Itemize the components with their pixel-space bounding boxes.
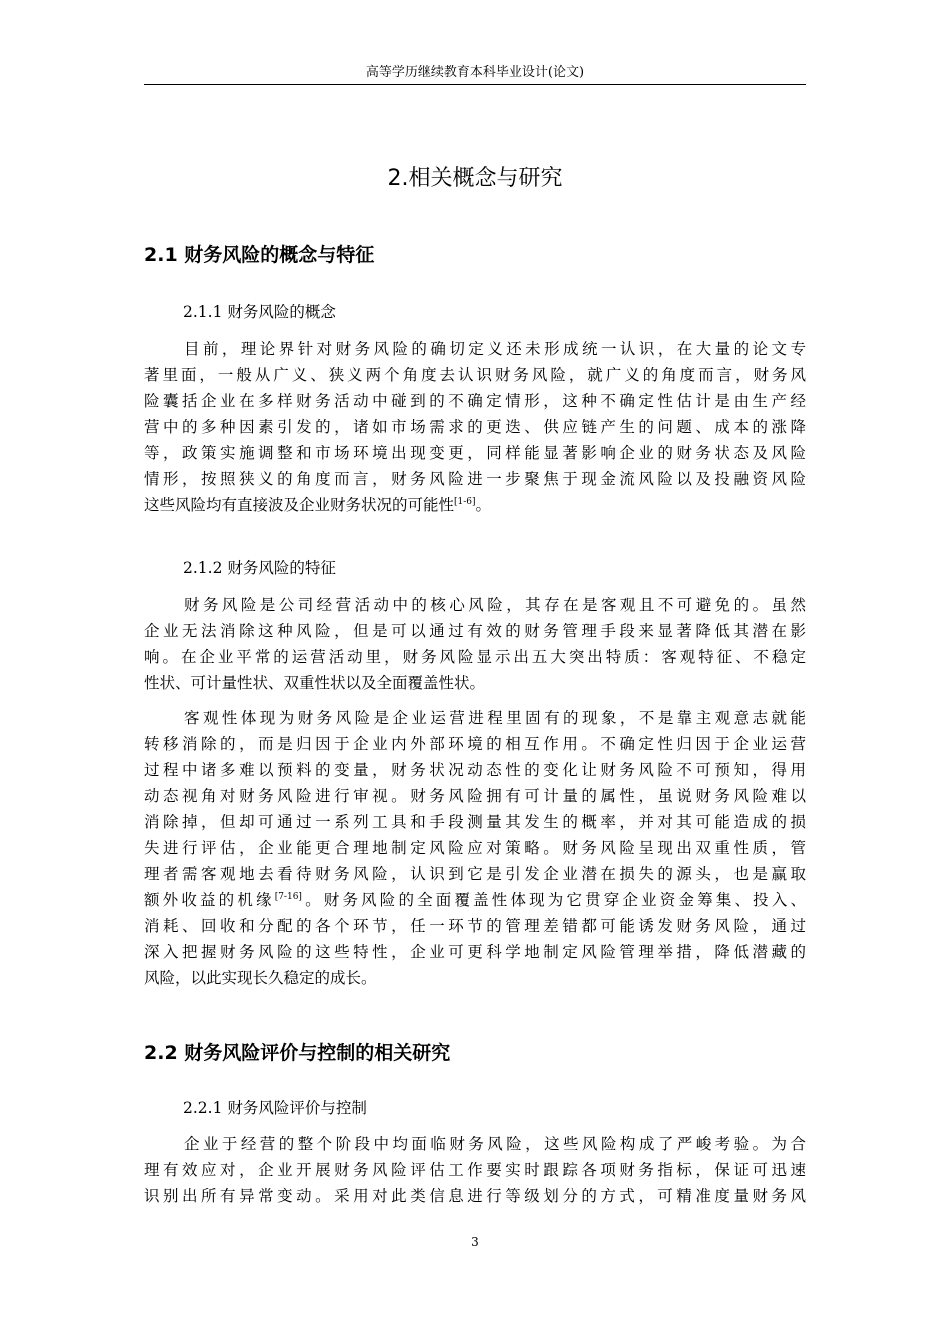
text-fragment: 这些风险均有直接波及企业财务状况的可能性 — [144, 496, 455, 514]
subsection-heading-2-1-2: 2.1.2 财务风险的特征 — [183, 559, 336, 577]
citation-ref: [7-16] — [274, 891, 302, 902]
text-line: 客观性体现为财务风险是企业运营进程里固有的现象，不是靠主观意志就能 — [184, 709, 806, 727]
text-line: 等，政策实施调整和市场环境出现变更，同样能显著影响企业的财务状态及风险 — [144, 444, 806, 462]
citation-ref: [1-6] — [454, 496, 476, 507]
text-line: 企业无法消除这种风险，但是可以通过有效的财务管理手段来显著降低其潜在影 — [144, 622, 806, 640]
paragraph-financial-risk-concept — [144, 336, 806, 518]
text-line: 目前，理论界针对财务风险的确切定义还未形成统一认识，在大量的论文专 — [184, 340, 806, 358]
text-fragment: 额外收益的机缘 — [144, 891, 275, 909]
subsection-heading-2-2-1: 2.2.1 财务风险评价与控制 — [183, 1099, 367, 1117]
text-line: 理有效应对，企业开展财务风险评估工作要实时跟踪各项财务指标，保证可迅速 — [144, 1161, 806, 1179]
text-line: 响。在企业平常的运营活动里，财务风险显示出五大突出特质：客观特征、不稳定 — [144, 648, 806, 666]
paragraph-financial-risk-features — [144, 592, 806, 696]
text-fragment: 。 — [475, 496, 492, 514]
chapter-title: 2.相关概念与研究 — [387, 166, 563, 191]
page-header: 高等学历继续教育本科毕业设计(论文) — [144, 62, 806, 85]
text-line: 险囊括企业在多样财务活动中碰到的不确定情形，这种不确定性估计是由生产经 — [144, 392, 806, 410]
section-heading-2-1: 2.1 财务风险的概念与特征 — [144, 244, 375, 266]
text-line — [144, 887, 806, 913]
text-line: 过程中诸多难以预料的变量，财务状况动态性的变化让财务风险不可预知，得用 — [144, 761, 806, 779]
text-line: 财务风险是公司经营活动中的核心风险，其存在是客观且不可避免的。虽然 — [184, 596, 806, 614]
paragraph-risk-evaluation — [144, 1131, 806, 1209]
text-line: 深入把握财务风险的这些特性，企业可更科学地制定风险管理举措，降低潜藏的 — [144, 943, 806, 961]
text-fragment: 。财务风险的全面覆盖性体现为它贯穿企业资金筹集、投入、 — [301, 891, 806, 909]
text-line: 失进行评估，企业能更合理地制定风险应对策略。财务风险呈现出双重性质，管 — [144, 839, 806, 857]
text-line: 著里面，一般从广义、狭义两个角度去认识财务风险，就广义的角度而言，财务风 — [144, 366, 806, 384]
text-line: 企业于经营的整个阶段中均面临财务风险，这些风险构成了严峻考验。为合 — [184, 1135, 806, 1153]
text-line: 风险，以此实现长久稳定的成长。 — [144, 969, 377, 987]
page-number: 3 — [471, 1235, 479, 1249]
text-line: 识别出所有异常变动。采用对此类信息进行等级划分的方式，可精准度量财务风 — [144, 1187, 806, 1205]
text-line: 性状、可计量性状、双重性状以及全面覆盖性状。 — [144, 674, 486, 692]
text-line — [144, 492, 806, 518]
text-line: 情形，按照狭义的角度而言，财务风险进一步聚焦于现金流风险以及投融资风险 — [144, 470, 806, 488]
text-line: 转移消除的，而是归因于企业内外部环境的相互作用。不确定性归因于企业运营 — [144, 735, 806, 753]
subsection-heading-2-1-1: 2.1.1 财务风险的概念 — [183, 303, 336, 321]
text-line: 理者需客观地去看待财务风险，认识到它是引发企业潜在损失的源头，也是赢取 — [144, 865, 806, 883]
paragraph-financial-risk-characteristics — [144, 705, 806, 991]
text-line: 营中的多种因素引发的，诸如市场需求的更迭、供应链产生的问题、成本的涨降 — [144, 418, 806, 436]
text-line: 动态视角对财务风险进行审视。财务风险拥有可计量的属性，虽说财务风险难以 — [144, 787, 806, 805]
text-line: 消耗、回收和分配的各个环节，任一环节的管理差错都可能诱发财务风险，通过 — [144, 917, 806, 935]
text-line: 消除掉，但却可通过一系列工具和手段测量其发生的概率，并对其可能造成的损 — [144, 813, 806, 831]
section-heading-2-2: 2.2 财务风险评价与控制的相关研究 — [144, 1042, 451, 1064]
